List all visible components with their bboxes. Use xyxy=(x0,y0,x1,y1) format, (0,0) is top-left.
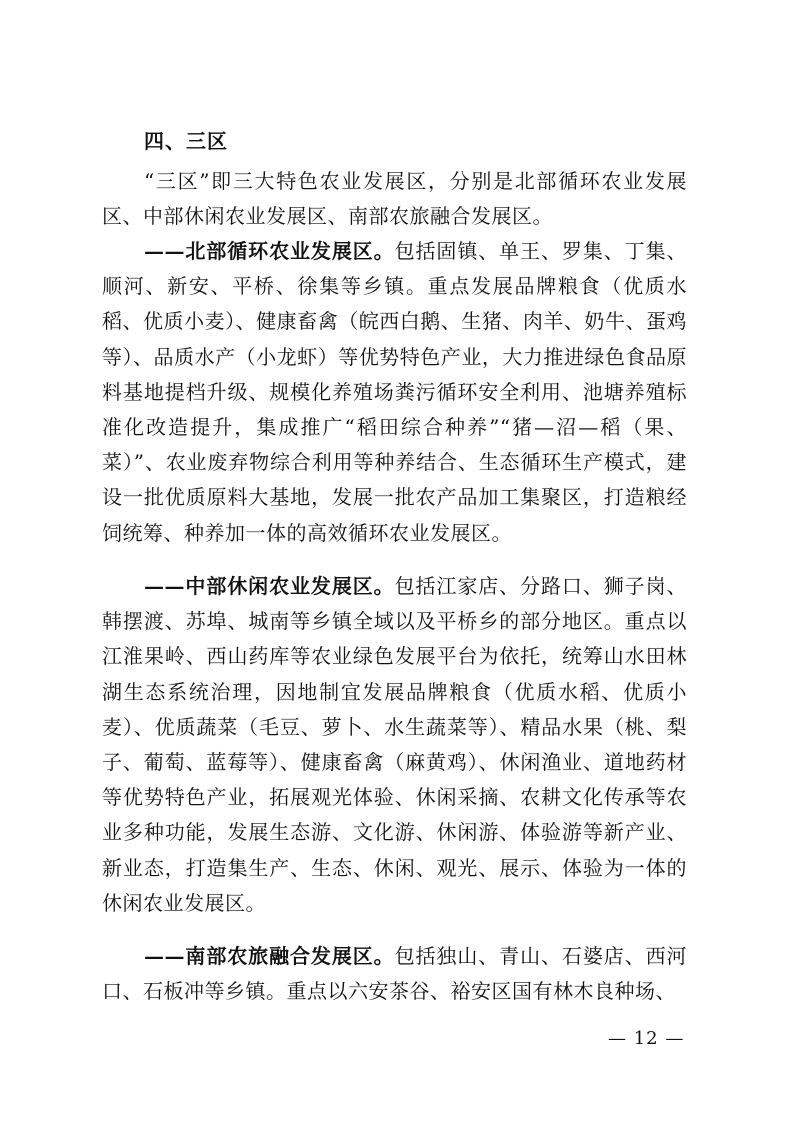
paragraph-text: 包括固镇、单王、罗集、丁集、顺河、新安、平桥、徐集等乡镇。重点发展品牌粮食（优质水稻、优质小麦）、健康畜禽（皖西白鹅、生猪、肉羊、奶牛、蛋鸡等）、品质水产（小龙虾）等优势特色产业，大力推进绿色食品原料基地提档升级、规模化养殖场粪污循环安全利用、池塘养殖标准化改造提升，集成推广“稻田综合种养”“猪—沼—稻（果、菜）”、农业废弃物综合利用等种养结合、生态循环生产模式，建设一批优质原料大基地，发展一批农产品加工集聚区，打造粮经饲统筹、种养加一体的高效循环农业发展区。 xyxy=(102,239,688,545)
paragraph-intro xyxy=(102,164,687,234)
paragraph-lead: ——北部循环农业发展区。 xyxy=(144,239,395,263)
paragraph-central-zone xyxy=(102,569,687,921)
paragraph-text: “三区”即三大特色农业发展区，分别是北部循环农业发展区、中部休闲农业发展区、南部农旅融合发展区。 xyxy=(102,169,687,229)
paragraph-lead: ——中部休闲农业发展区。 xyxy=(144,574,395,598)
page-number: — 12 — xyxy=(608,1028,685,1049)
paragraph-text: 包括江家店、分路口、狮子岗、韩摆渡、苏埠、城南等乡镇全域以及平桥乡的部分地区。重点以江淮果岭、西山药库等农业绿色发展平台为依托，统筹山水田林湖生态系统治理，因地制宜发展品牌粮食（优质水稻、优质小麦）、优质蔬菜（毛豆、萝卜、水生蔬菜等）、精品水果（桃、梨子、葡萄、蓝莓等）、健康畜禽（麻黄鸡）、休闲渔业、道地药材等优势特色产业，拓展观光体验、休闲采摘、农耕文化传承等农业多种功能，发展生态游、文化游、休闲游、体验游等新产业、新业态，打造集生产、生态、休闲、观光、展示、体验为一体的休闲农业发展区。 xyxy=(102,574,688,915)
paragraph-north-zone xyxy=(102,234,687,551)
paragraph-lead: ——南部农旅融合发展区。 xyxy=(144,944,395,968)
section-heading: 四、三区 xyxy=(144,129,228,153)
paragraph-south-zone xyxy=(102,939,687,1009)
paragraph-text: 包括独山、青山、石婆店、西河口、石板冲等乡镇。重点以六安茶谷、裕安区国有林木良种场、 xyxy=(102,944,688,1004)
